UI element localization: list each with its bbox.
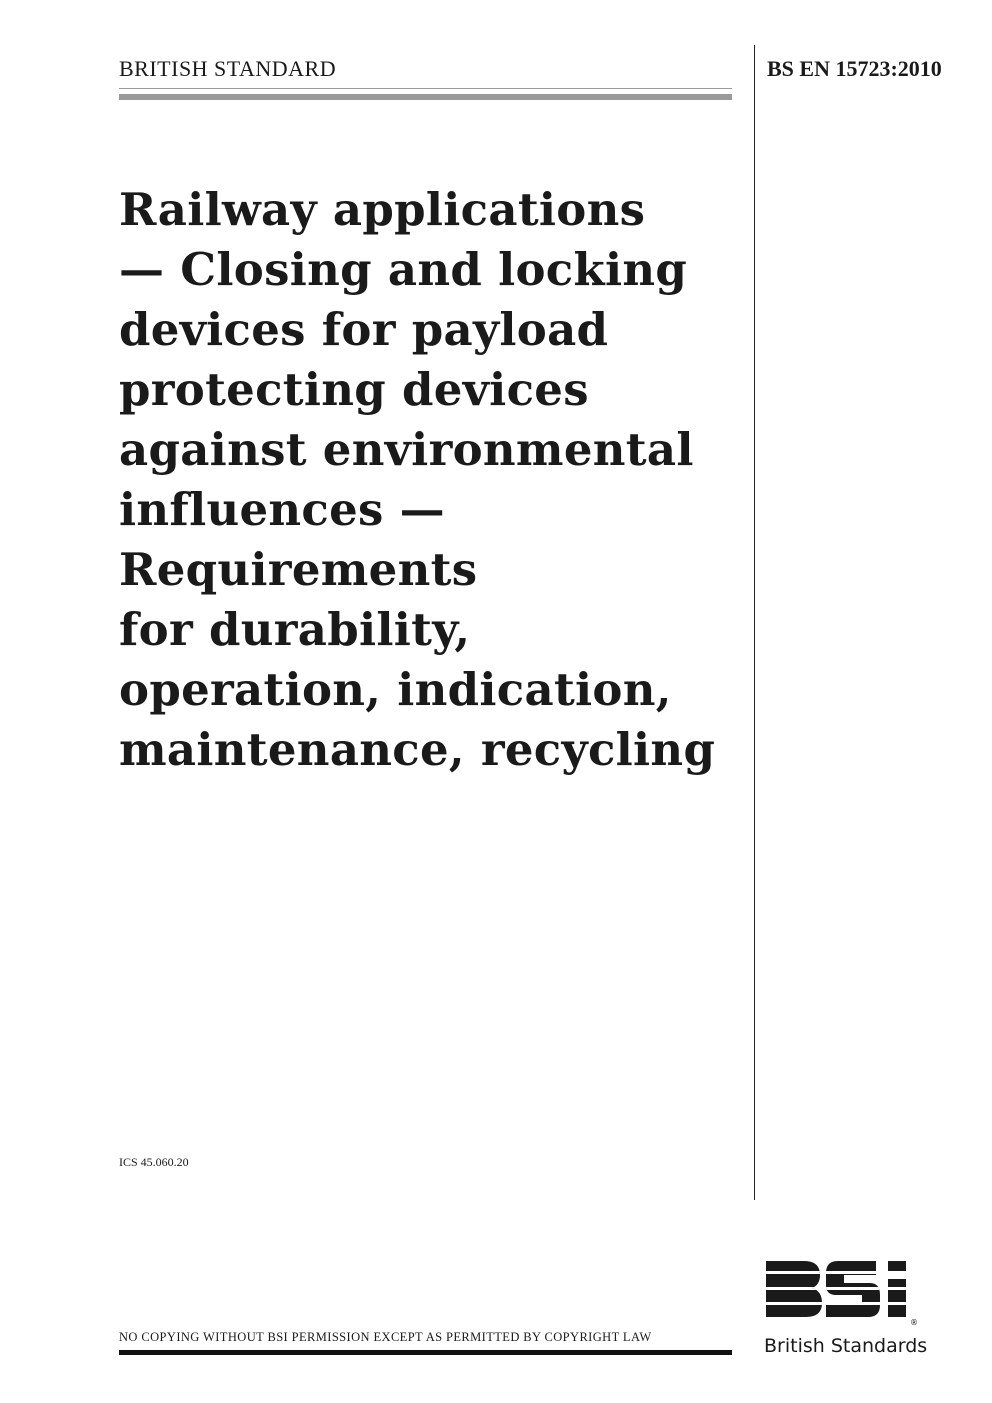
title-line: devices for payload [119, 303, 609, 356]
document-type-label: BRITISH STANDARD [119, 56, 337, 81]
footer-rule [119, 1350, 732, 1355]
header-rule-thin [119, 88, 732, 89]
copyright-notice: NO COPYING WITHOUT BSI PERMISSION EXCEPT AS PERMITTED BY COPYRIGHT LAW [119, 1330, 652, 1344]
header-rule-thick [119, 94, 732, 100]
document-title [119, 180, 739, 780]
bsi-logo-caption: British Standards [764, 1335, 928, 1357]
title-line: Requirements [119, 543, 478, 596]
registered-mark: ® [910, 1318, 918, 1327]
title-line: for durability, [119, 603, 471, 656]
title-line: maintenance, recycling [119, 723, 716, 776]
bsi-logo-mark-icon [764, 1255, 934, 1335]
title-line: operation, indication, [119, 663, 672, 716]
title-line: influences — [119, 483, 445, 536]
title-line: Railway applications [119, 183, 646, 236]
ics-code: ICS 45.060.20 [119, 1155, 189, 1169]
title-line: — Closing and locking [119, 243, 688, 296]
vertical-divider [754, 45, 755, 1200]
title-line: against environmental [119, 423, 694, 476]
standard-number: BS EN 15723:2010 [767, 56, 942, 81]
title-line: protecting devices [119, 363, 589, 416]
